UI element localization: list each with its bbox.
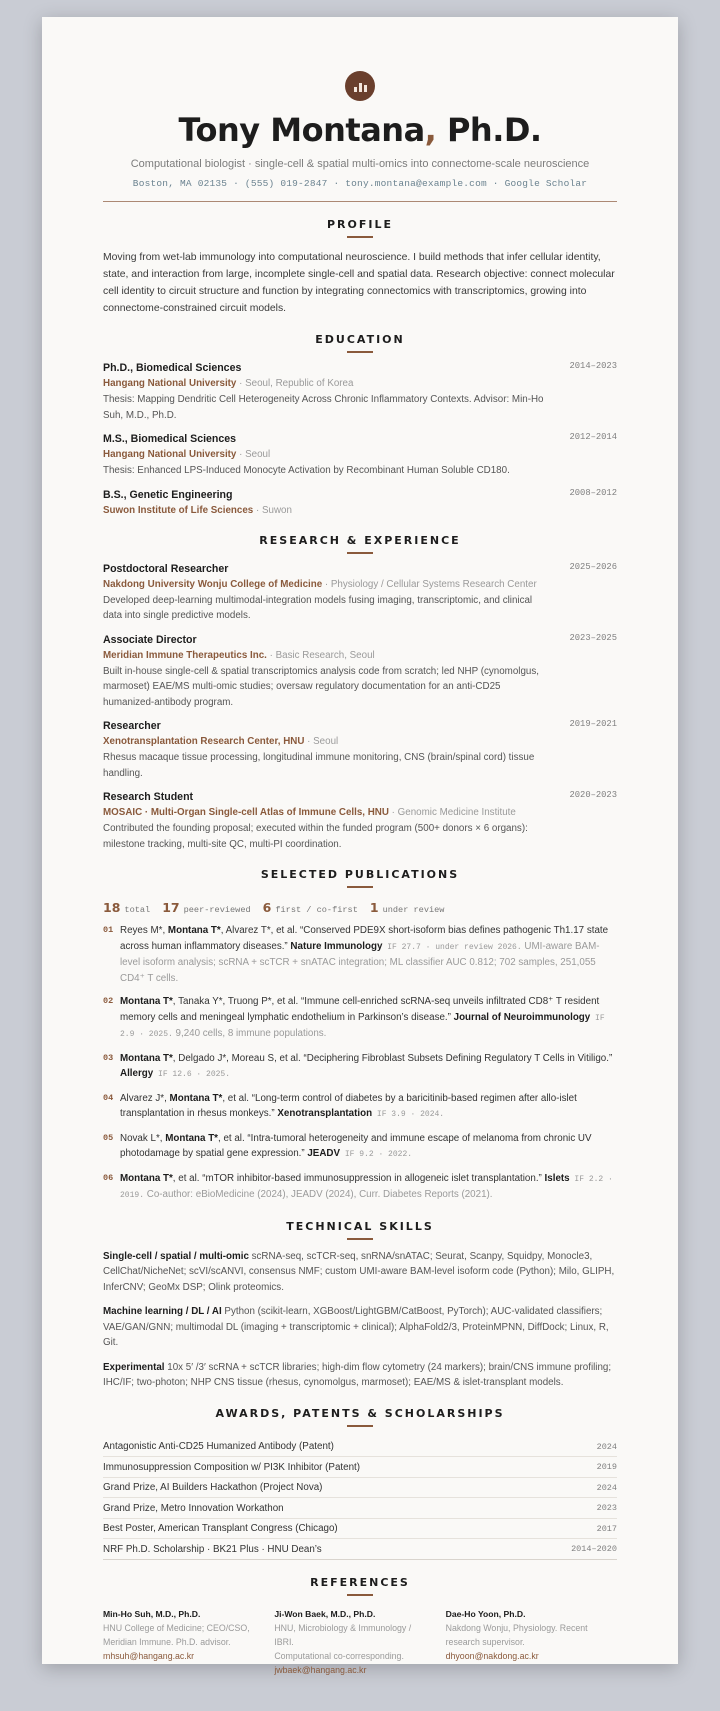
journal-name: Nature Immunology (290, 940, 383, 952)
scholar-link[interactable]: Google Scholar (504, 178, 588, 190)
entry-title: Research Student (103, 791, 194, 804)
publication-number: 05 (103, 1132, 114, 1143)
section-title-profile: PROFILE (103, 218, 617, 238)
stat-number: 6 (262, 900, 272, 916)
award-label: Grand Prize, AI Builders Hackathon (Project Nova) (103, 1482, 323, 1494)
entry-description: Thesis: Enhanced LPS-Induced Monocyte Activation by Recombinant Human Soluble CD180. (103, 465, 510, 477)
publication-note: UMI-aware BAM-level isoform analysis; scRNA + scTCR + snATAC integration; ML classifier AUC 0.812; 702 samples, 251,055 CD4⁺ T cells. (120, 940, 600, 984)
publication-number: 04 (103, 1092, 114, 1103)
experience-entry (103, 633, 617, 711)
author-self: Montana T* (120, 1052, 173, 1064)
reference-email[interactable]: jwbaek@hangang.ac.kr (274, 1664, 367, 1675)
author-self: Montana T* (169, 1092, 223, 1104)
award-year: 2023 (596, 1503, 617, 1514)
reference-email[interactable]: dhyoon@nakdong.ac.kr (445, 1650, 539, 1661)
reference-name: Min-Ho Suh, M.D., Ph.D. (103, 1608, 201, 1619)
reference-card (274, 1607, 445, 1677)
stat-number: 1 (369, 900, 379, 916)
reference-role: Computational co-corresponding. (274, 1650, 404, 1661)
skill-group (103, 1249, 617, 1296)
reference-affiliation: Nakdong Wonju, Physiology. Recent (445, 1622, 588, 1633)
award-label: NRF Ph.D. Scholarship · BK21 Plus · HNU Dean’s (103, 1543, 322, 1555)
entry-title: M.S., Biomedical Sciences (103, 433, 237, 446)
experience-entry (103, 719, 617, 781)
publication-citation (120, 1051, 617, 1083)
stat-label: under review (382, 905, 445, 916)
entry-org (103, 503, 617, 518)
stat-item (162, 900, 251, 916)
publication-citation (120, 994, 617, 1043)
reference-affiliation: HNU College of Medicine; CEO/CSO, (103, 1622, 250, 1633)
bar-chart-icon (345, 71, 375, 101)
skill-group (103, 1304, 617, 1351)
authors-title: , Alvarez T*, et al. “Conserved PDE9X short-isoform bias defines pathogenic Th1.17 state across human inflammatory diseases.” (120, 925, 609, 952)
organization-location: · Suwon (253, 504, 292, 516)
stat-item (262, 900, 358, 916)
organization-name: MOSAIC · Multi-Organ Single-cell Atlas of Immune Cells, HNU (103, 807, 389, 819)
awards-list (103, 1437, 617, 1560)
skill-label: Experimental (103, 1361, 165, 1373)
publication-citation (120, 1171, 617, 1204)
journal-name: Journal of Neuroimmunology (453, 1011, 591, 1023)
award-row (103, 1457, 617, 1478)
entry-title: Researcher (103, 720, 161, 733)
education-list (103, 361, 617, 518)
entry-description: Developed deep-learning multimodal-integration models fusing imaging, transcriptomic, and clinical data into single predictive models. (103, 594, 533, 622)
phone: (555) 019-2847 (244, 178, 328, 190)
award-row (103, 1437, 617, 1458)
author-self: Montana T* (120, 996, 173, 1008)
page-title: Tony Montana, Ph.D. (178, 111, 542, 149)
reference-card (103, 1607, 274, 1677)
stat-item (369, 900, 445, 916)
publication-item (103, 923, 617, 986)
publication-item (103, 1051, 617, 1083)
reference-card (446, 1607, 617, 1677)
publication-item (103, 994, 617, 1043)
award-year: 2024 (596, 1482, 617, 1493)
award-year: 2019 (596, 1462, 617, 1473)
entry-date: 2020–2023 (569, 790, 617, 801)
stat-label: peer-reviewed (183, 905, 251, 916)
authors-title: , Tanaka Y*, Truong P*, et al. “Immune cell-enriched scRNA-seq unveils infiltrated CD8⁺ T resident memory cells and meningeal lymphatic endothelium in Parkinson’s disease.” (120, 996, 600, 1023)
award-label: Antagonistic Anti-CD25 Humanized Antibody (Patent) (103, 1441, 334, 1453)
authors-title: , Delgado J*, Moreau S, et al. “Deciphering Fibroblast Subsets Defining Regulatory T Cells in Vitiligo.” (172, 1052, 613, 1064)
publication-item (103, 1091, 617, 1123)
organization-location: · Seoul (236, 449, 271, 461)
publication-citation (120, 1091, 617, 1123)
entry-date: 2014–2023 (569, 361, 617, 372)
section-title-skills: TECHNICAL SKILLS (103, 1220, 617, 1240)
organization-location: · Seoul, Republic of Korea (236, 378, 354, 390)
entry-date: 2025–2026 (569, 561, 617, 572)
entry-org (103, 805, 617, 820)
publication-item (103, 1171, 617, 1204)
award-row (103, 1519, 617, 1540)
organization-location: · Physiology / Cellular Systems Research Center (322, 578, 537, 590)
reference-name: Dae-Ho Yoon, Ph.D. (445, 1608, 526, 1619)
entry-org (103, 734, 617, 749)
stat-item (103, 900, 151, 916)
publication-note: Co-author: eBioMedicine (2024), JEADV (2024), Curr. Diabetes Reports (2021). (144, 1189, 493, 1201)
entry-title: Postdoctoral Researcher (103, 562, 229, 575)
impact-factor: IF 3.9 · 2024. (372, 1110, 445, 1120)
section-title-experience: RESEARCH & EXPERIENCE (103, 534, 617, 554)
award-year: 2014–2020 (571, 1544, 617, 1555)
skill-label: Machine learning / DL / AI (103, 1306, 222, 1318)
impact-factor: IF 9.2 · 2022. (340, 1150, 413, 1160)
reference-email[interactable]: mhsuh@hangang.ac.kr (103, 1650, 195, 1661)
skill-group (103, 1360, 617, 1391)
impact-factor: IF 27.7 · under review 2026. (382, 942, 522, 952)
publication-list (103, 923, 617, 1204)
tagline: Computational biologist · single-cell & spatial multi-omics into connectome-scale neuroscience (130, 158, 590, 171)
entry-date: 2012–2014 (569, 432, 617, 443)
resume-page (42, 17, 678, 1675)
entry-org (103, 577, 617, 592)
skills-list (103, 1249, 617, 1391)
reference-role: Meridian Immune. Ph.D. advisor. (103, 1636, 231, 1647)
organization-name: Meridian Immune Therapeutics Inc. (103, 649, 267, 661)
header-divider (103, 201, 617, 202)
organization-name: Hangang National University (103, 378, 237, 390)
location: Boston, MA 02135 (132, 178, 228, 190)
award-label: Best Poster, American Transplant Congress (Chicago) (103, 1523, 338, 1535)
publication-item (103, 1131, 617, 1163)
entry-date: 2023–2025 (569, 632, 617, 643)
skill-text: scRNA-seq, scTCR-seq, snRNA/snATAC; Seurat, Scanpy, Squidpy, Monocle3, CellChat/NicheNet; scVI/scANVI, consensus NMF; custom UMI-aware BAM-level isoform code (Python); Milo, GLIPH, InferCNV; GeoMx DSP; Olink proteomics. (103, 1250, 615, 1293)
award-row (103, 1539, 617, 1560)
publication-note: 9,240 cells, 8 immune populations. (172, 1028, 327, 1040)
references-list (103, 1607, 617, 1677)
award-year: 2017 (596, 1523, 617, 1534)
experience-entry (103, 562, 617, 624)
author-self: Montana T* (167, 925, 221, 937)
organization-name: Nakdong University Wonju College of Medicine (103, 578, 323, 590)
award-row (103, 1498, 617, 1519)
contact-line: Boston, MA 02135 · (555) 019-2847 · tony.montana@example.com · Google Scholar (132, 178, 588, 190)
entry-date: 2008–2012 (569, 487, 617, 498)
award-year: 2024 (596, 1441, 617, 1452)
section-title-awards: AWARDS, PATENTS & SCHOLARSHIPS (103, 1407, 617, 1427)
experience-list (103, 562, 617, 853)
reference-role: research supervisor. (445, 1636, 525, 1647)
impact-factor: IF 2.9 · 2025. (120, 1013, 605, 1040)
entry-description: Thesis: Mapping Dendritic Cell Heterogeneity Across Chronic Inflammatory Contexts. Advisor: Min-Ho Suh, M.D., Ph.D. (103, 394, 544, 421)
entry-org (103, 648, 617, 663)
author-self: Montana T* (165, 1132, 218, 1144)
publication-number: 03 (103, 1052, 114, 1063)
journal-name: Allergy (120, 1068, 154, 1080)
publication-stats (103, 900, 617, 915)
authors-title: , et al. “Intra-tumoral heterogeneity and immune escape of melanoma from chronic UV photodamage by spatial gene expression.” (120, 1132, 592, 1160)
award-row (103, 1478, 617, 1499)
journal-name: Xenotransplantation (277, 1108, 373, 1120)
authors-pre: Reyes M*, (120, 925, 168, 937)
impact-factor: IF 12.6 · 2025. (153, 1070, 231, 1080)
publication-number: 01 (103, 925, 114, 936)
organization-name: Hangang National University (103, 449, 237, 461)
education-entry (103, 361, 617, 423)
entry-org (103, 447, 617, 462)
entry-description: Contributed the founding proposal; executed within the funded program (500+ donors × 6 organs): milestone tracking, multi-site QC, multi-PI coordination. (103, 823, 528, 850)
skill-text: 10x 5′ /3′ scRNA + scTCR libraries; high-dim flow cytometry (24 markers); brain/CNS immune profiling; IHC/IF; two-photon; NHP CNS tissue (rhesus, cynomolgus, marmoset); EAE/MS & islet-transplant models. (103, 1361, 612, 1389)
authors-title: , et al. “mTOR inhibitor-based immunosuppression in allogeneic islet transplantation.” (172, 1172, 545, 1184)
author-self: Montana T* (120, 1172, 173, 1184)
skill-text: Python (scikit-learn, XGBoost/LightGBM/CatBoost, PyTorch); AUC-validated classifiers; VAE/GAN/GNN; multimodal DL (imaging + transcriptomic + clinical); AlphaFold2/3, ProteinMPNN, DiffDock; Linux, R, Git. (103, 1306, 609, 1349)
entry-title: Ph.D., Biomedical Sciences (103, 362, 242, 375)
organization-location: · Basic Research, Seoul (266, 649, 375, 661)
section-title-education: EDUCATION (103, 333, 617, 353)
education-entry (103, 488, 617, 518)
stat-label: first / co-first (275, 905, 358, 916)
reference-affiliation: HNU, Microbiology & Immunology / IBRI. (274, 1622, 412, 1647)
publication-citation (120, 1131, 617, 1163)
authors-title: , et al. “Long-term control of diabetes by a baricitinib-based regimen after allo-islet transplantation in rhesus monkeys.” (120, 1092, 577, 1120)
authors-pre: Alvarez J*, (120, 1092, 170, 1104)
experience-entry (103, 790, 617, 852)
education-entry (103, 432, 617, 479)
section-title-references: REFERENCES (103, 1576, 617, 1596)
publication-number: 02 (103, 996, 114, 1007)
stat-number: 18 (103, 900, 121, 916)
award-label: Immunosuppression Composition w/ PI3K Inhibitor (Patent) (103, 1461, 361, 1473)
organization-name: Xenotransplantation Research Center, HNU (103, 736, 305, 748)
impact-factor: IF 2.2 · 2019. (120, 1174, 613, 1201)
authors-pre: Novak L*, (120, 1132, 166, 1144)
entry-description: Built in-house single-cell & spatial transcriptomics analysis code from scratch; led NHP (cynomolgus, marmoset) EAE/MS multi-omic studies; oversaw regulatory documentation for an anti-CD25 humanized-antibody program. (103, 665, 539, 708)
organization-location: · Seoul (304, 736, 339, 748)
organization-name: Suwon Institute of Life Sciences (103, 504, 254, 516)
section-title-publications: SELECTED PUBLICATIONS (103, 868, 617, 888)
reference-name: Ji-Won Baek, M.D., Ph.D. (274, 1608, 376, 1619)
journal-name: JEADV (307, 1148, 341, 1160)
publication-number: 06 (103, 1172, 114, 1183)
entry-org (103, 376, 617, 391)
stat-number: 17 (162, 900, 180, 916)
award-label: Grand Prize, Metro Innovation Workathon (103, 1502, 284, 1514)
entry-date: 2019–2021 (569, 719, 617, 730)
stat-label: total (124, 905, 151, 916)
email-link[interactable]: tony.montana@example.com (345, 178, 487, 190)
skill-label: Single-cell / spatial / multi-omic (103, 1250, 249, 1262)
organization-location: · Genomic Medicine Institute (388, 807, 516, 819)
entry-title: Associate Director (103, 633, 197, 646)
profile-text: Moving from wet-lab immunology into computational neuroscience. I build methods that infer cellular identity, state, and interaction from large, incomplete single-cell and spatial data. Research objective: connect molecular cell identity to circuit structure and function by integrating connectomics with transcriptomics, growing into connectome-constrained circuit models. (103, 252, 615, 315)
publication-citation (120, 923, 617, 986)
entry-title: B.S., Genetic Engineering (103, 488, 233, 501)
journal-name: Islets (544, 1172, 570, 1184)
entry-description: Rhesus macaque tissue processing, longitudinal immune monitoring, CNS (brain/spinal cord) tissue handling. (103, 752, 535, 779)
